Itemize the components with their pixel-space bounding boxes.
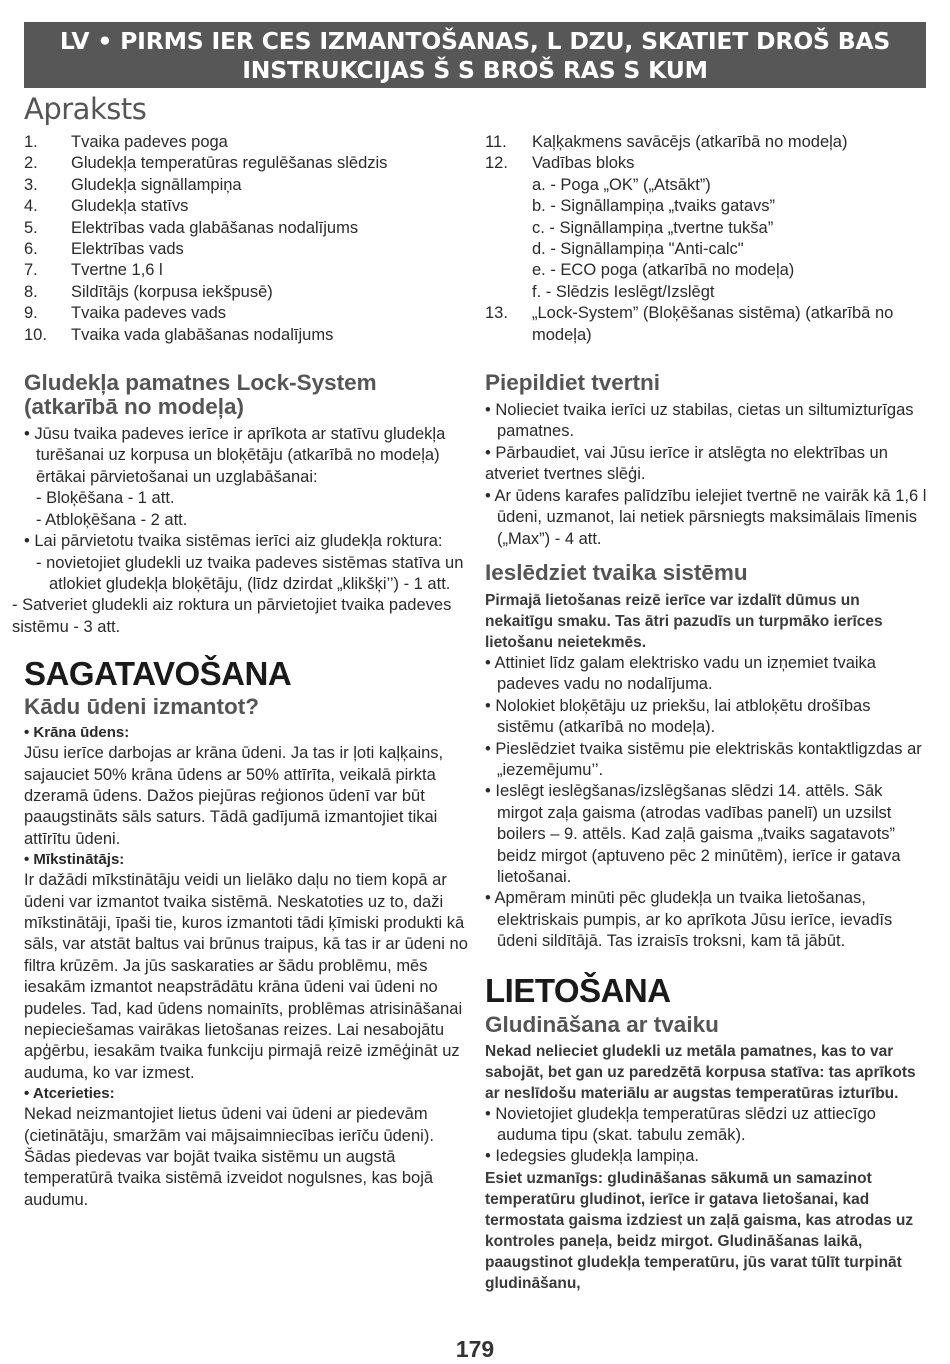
lietosana-warning: Nekad nelieciet gludekli uz metāla pamatnes, kas to var sabojāt, bet gan uz paredzētā korpusa statīva: tas aprīkots ar neslīdošu materiālu ar augstas temperatūras izturību.	[485, 1042, 916, 1102]
iesledziet-bullet-3: • Pieslēdziet tvaika sistēmu pie elektriskās kontaktligzdas ar „iezemējumu’’.	[485, 739, 922, 779]
list-item: 6. Elektrības vads	[24, 240, 184, 259]
gludinasana-heading: Gludināšana ar tvaiku	[485, 1011, 719, 1037]
list-item: 7. Tvertne 1,6 l	[24, 261, 163, 280]
apraksts-heading: Apraksts	[24, 92, 147, 126]
list-item: 5. Elektrības vada glabāšanas nodalījums	[24, 218, 359, 237]
lock-dash-1: - Bloķēšana - 1 att.	[36, 489, 175, 508]
list-item: c. - Signāllampiņa „tvertne tukša”	[532, 218, 774, 237]
lietosana-bullet-2: • Iedegsies gludekļa lampiņa.	[485, 1147, 699, 1166]
control-unit-sublist	[485, 175, 930, 303]
piepildiet-bullet-1: • Nolieciet tvaika ierīci uz stabilas, cietas un siltumizturīgas pamatnes.	[485, 401, 914, 441]
iesledziet-heading: Ieslēdziet tvaika sistēmu	[485, 559, 748, 585]
lock-bullet-1: • Jūsu tvaika padeves ierīce ir aprīkota ar statīvu gludekļa turēšanai uz korpusa un bloķētāju (atkarībā no modeļa) ērtākai pārvietošanai un uzglabāšanai:	[24, 425, 446, 486]
list-item: b. - Signāllampiņa „tvaiks gatavs”	[532, 197, 776, 216]
piepildiet-bullet-3: • Ar ūdens karafes palīdzību ielejiet tvertnē ne vairāk kā 1,6 l ūdeni, uzmanot, lai netiek pārsniegts maksimālais līmenis („Max”) - 4 att.	[485, 486, 927, 548]
list-item: d. - Signāllampiņa "Anti-calc"	[532, 240, 744, 259]
list-item: 4. Gludekļa statīvs	[24, 197, 189, 216]
atcerieties-text: Nekad neizmantojiet lietus ūdeni vai ūdeni ar piedevām (cietinātāju, smaržām vai mājsaimniecības ierīču ūdeni). Šādas piedevas var bojāt tvaika sistēmu un augstā temperatūrā tvaika sistēmā izveidot nogulsnes, kas bojā audumu.	[24, 1105, 434, 1209]
list-item: 1. Tvaika padeves poga	[24, 133, 228, 151]
banner-line-2: INSTRUKCIJAS Š S BROŠ RAS S KUM	[242, 56, 708, 84]
lock-dash-4: - Satveriet gludekli aiz roktura un pārvietojiet tvaika padeves sistēmu - 3 att.	[12, 596, 452, 636]
banner-line-1: LV • PIRMS IER CES IZMANTOŠANAS, L DZU, SKATIET DROŠ BAS	[59, 27, 891, 55]
mikstinatajs-text: Ir dažādi mīkstinātāju veidi un lielāko daļu no tiem kopā ar ūdeni var izmantot tvaika sistēmā. Neskatoties uz to, daži mīkstinātāji, īpaši tie, kuros izmantoti tādi ķīmiski produkti kā sāls, var atstāt baltus vai brūnus traipus, kā tas ir ar ūdeni no filtra krūzēm. Ja jūs saskaraties ar šādu problēmu, mēs iesakām izmantot neapstrādātu krāna ūdeni vai ūdeni no pudeles. Tad, kad ūdens nomainīts, problēmas atrisināšanai nepieciešamas vairākas lietošanas reizes. Lai nesabojātu apģērbu, iesakām tvaika funkciju pirmajā reizē izmēģināt uz auduma, ko var izmest.	[24, 871, 468, 1082]
lietosana-bullet-1: • Novietojiet gludekļa temperatūras slēdzi uz attiecīgo auduma tipu (skat. tabulu zemāk).	[485, 1104, 876, 1144]
list-item: a. - Poga „OK” („Atsākt”)	[532, 175, 711, 194]
parts-list-right	[485, 132, 930, 175]
sagatavosana-heading: SAGATAVOŠANA	[24, 655, 292, 693]
parts-list-left	[24, 132, 472, 346]
list-item: 2. Gludekļa temperatūras regulēšanas slēdzis	[24, 154, 388, 173]
iesledziet-bullet-2: • Nolokiet bloķētāju uz priekšu, lai atbloķētu drošības sistēmu (atkarībā no modeļa).	[485, 696, 871, 737]
list-item: 8. Sildītājs (korpusa iekšpusē)	[24, 282, 273, 301]
list-item: 3. Gludekļa signāllampiņa	[24, 175, 242, 194]
list-item: e. - ECO poga (atkarībā no modeļa)	[532, 261, 795, 280]
page-number: 179	[455, 1336, 495, 1362]
piepildiet-heading: Piepildiet tvertni	[485, 370, 661, 396]
list-item: 9. Tvaika padeves vads	[24, 304, 227, 323]
mikstinatajs-label: • Mīkstinātājs:	[24, 851, 125, 869]
atcerieties-label: • Atcerieties:	[24, 1085, 115, 1103]
lock-bullet-2: • Lai pārvietotu tvaika sistēmas ierīci aiz gludekļa roktura:	[24, 532, 443, 551]
iesledziet-bullet-4: • Ieslēgt ieslēgšanas/izslēgšanas slēdzi 14. attēls. Sāk mirgot zaļa gaisma (atrodas vadības panelī) un uzsilst boilers – 9. attēls. Kad zaļā gaisma „tvaiks sagatavots” beidz mirgot (aptuveno pēc 2 minūtēm), ierīce ir gatava lietošanai.	[485, 782, 901, 886]
lock-system-heading: Gludekļa pamatnes Lock-System (atkarībā no modeļa)	[24, 370, 377, 420]
lietosana-heading: LIETOŠANA	[485, 971, 671, 1009]
lock-dash-2: - Atbloķēšana - 2 att.	[36, 510, 188, 529]
krana-text: Jūsu ierīce darbojas ar krāna ūdeni. Ja tas ir ļoti kaļķains, sajauciet 50% krāna ūdens ar 50% attīrīta, veikalā pirkta dzeramā ūdens. Dažos piejūras reģionos ūdenī var būt paaugstināts sāls saturs. Tādā gadījumā izmantojiet tikai attīrītu ūdeni.	[24, 744, 444, 848]
lock-dash-3: - novietojiet gludekli uz tvaika padeves sistēmas statīva un atlokiet gludekļa bloķētāju, (līdz dzirdat „klikšķi’’) - 1 att.	[36, 553, 464, 593]
krana-label: • Krāna ūdens:	[24, 724, 130, 742]
left-column	[12, 132, 472, 1211]
iesledziet-warning: Pirmajā lietošanas reizē ierīce var izdalīt dūmus un nekaitīgu smaku. Tas ātri pazudīs un turpmāko ierīces lietošanu neietekmēs.	[485, 591, 883, 651]
lietosana-careful: Esiet uzmanīgs: gludināšanas sākumā un samazinot temperatūru gludinot, ierīce ir gatava lietošanai, kad termostata gaisma izdziest un zaļā gaisma, kas atrodas uz kontroles paneļa, beidz mirgot. Gludināšanas laikā, paaugstinot gludekļa temperatūru, jūs varat tūlīt turpināt gludināšanu,	[485, 1169, 914, 1292]
list-item: 11. Kaļķakmens savācējs (atkarībā no modeļa)	[485, 133, 848, 151]
list-item: 10. Tvaika vada glabāšanas nodalījums	[24, 325, 334, 344]
list-item: 12. Vadības bloks	[485, 154, 635, 173]
safety-banner	[24, 22, 926, 88]
water-heading: Kādu ūdeni izmantot?	[24, 694, 259, 720]
iesledziet-bullet-1: • Attiniet līdz galam elektrisko vadu un izņemiet tvaika padeves vadu no nodalījuma.	[485, 653, 876, 694]
iesledziet-bullet-5: • Apmēram minūti pēc gludekļa un tvaika lietošanas, elektriskais pumpis, ar ko aprīkota Jūsu ierīce, ievadīs ūdeni sildītājā. Tas izraisīs troksni, kam tā jābūt.	[485, 889, 893, 951]
list-item: 13. „Lock-System” (Bloķēšanas sistēma) (atkarībā no modeļa)	[485, 304, 894, 344]
list-item: f. - Slēdzis Ieslēgt/Izslēgt	[532, 282, 715, 301]
right-column	[485, 132, 930, 1294]
piepildiet-bullet-2: • Pārbaudiet, vai Jūsu ierīce ir atslēgta no elektrības un atveriet tvertnes slēģi.	[485, 443, 888, 484]
parts-list-right-end	[485, 303, 930, 346]
